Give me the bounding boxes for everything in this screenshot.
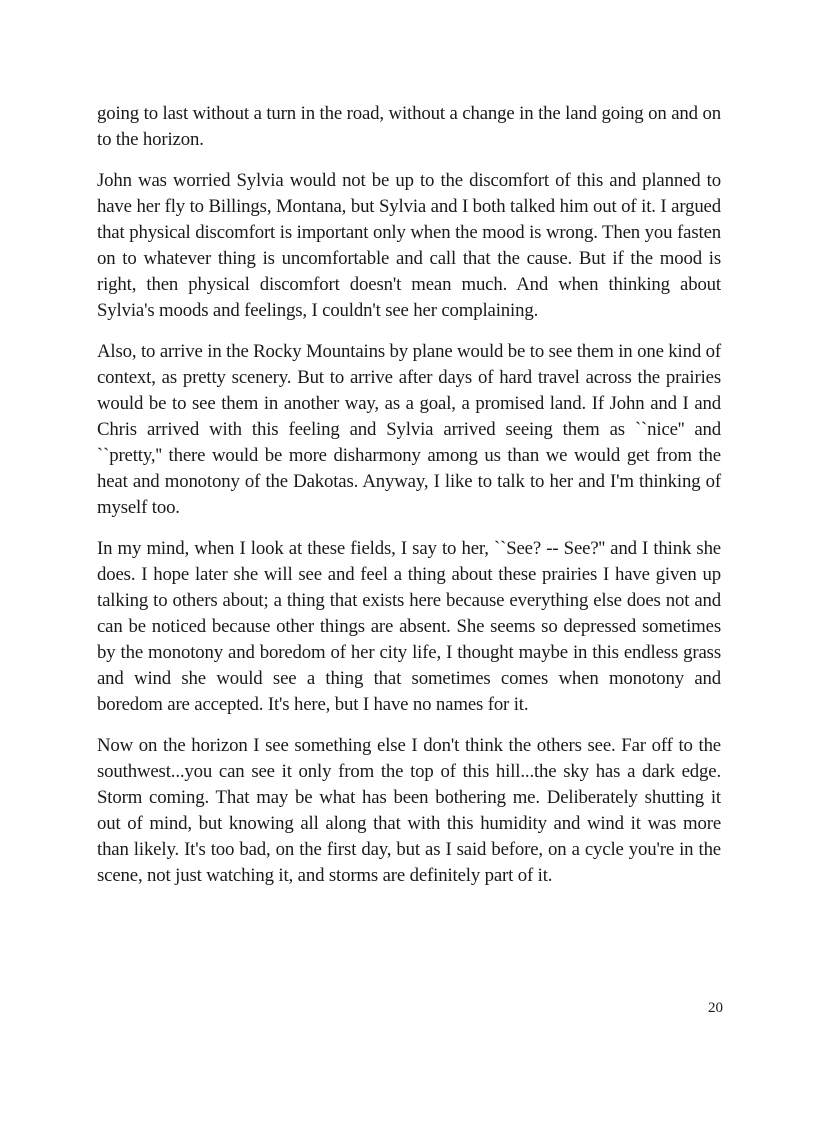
paragraph-3: Also, to arrive in the Rocky Mountains by plane would be to see them in one kind of context, as pretty scenery. But to arrive after days of hard travel across the prairies would be to see them in another way, as a goal, a promised land. If John and I and Chris arrived with this feeling and Sylvia arrived seeing them as ``nice'' and ``pretty,'' there would be more disharmony among us than we would get from the heat and monotony of the Dakotas. Anyway, I like to talk to her and I'm thinking of myself too. bbox=[97, 341, 721, 518]
page-number: 20 bbox=[708, 1000, 723, 1016]
paragraph-5: Now on the horizon I see something else I don't think the others see. Far off to the southwest...you can see it only from the top of this hill...the sky has a dark edge. Storm coming. That may be what has been bothering me. Deliberately shutting it out of mind, but knowing all along that with this humidity and wind it was more than likely. It's too bad, on the first day, but as I said before, on a cycle you're in the scene, not just watching it, and storms are definitely part of it. bbox=[97, 735, 721, 886]
paragraph-2: John was worried Sylvia would not be up to the discomfort of this and planned to have her fly to Billings, Montana, but Sylvia and I both talked him out of it. I argued that physical discomfort is important only when the mood is wrong. Then you fasten on to whatever thing is uncomfortable and call that the cause. But if the mood is right, then physical discomfort doesn't mean much. And when thinking about Sylvia's moods and feelings, I couldn't see her complaining. bbox=[97, 170, 721, 321]
paragraph-4: In my mind, when I look at these fields, I say to her, ``See? -- See?'' and I think she does. I hope later she will see and feel a thing about these prairies I have given up talking to others about; a thing that exists here because everything else does not and can be noticed because other things are absent. She seems so depressed sometimes by the monotony and boredom of her city life, I thought maybe in this endless grass and wind she would see a thing that sometimes comes when monotony and boredom are accepted. It's here, but I have no names for it. bbox=[97, 538, 721, 715]
paragraph-1: going to last without a turn in the road, without a change in the land going on and on to the horizon. bbox=[97, 103, 721, 150]
page-body bbox=[97, 101, 721, 904]
